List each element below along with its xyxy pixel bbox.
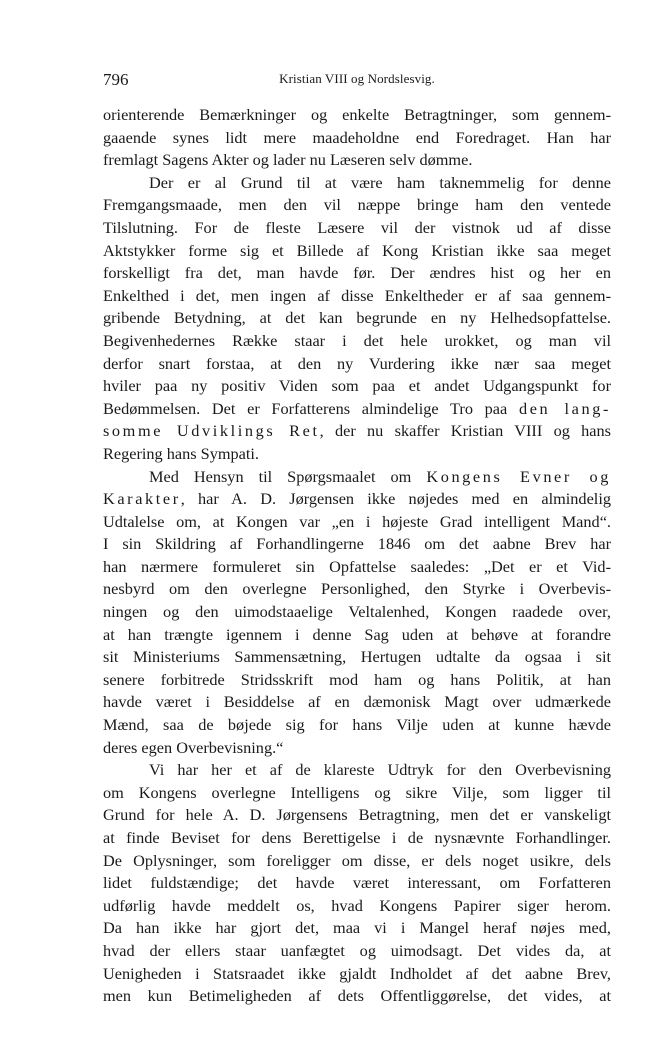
text-line [103,488,611,511]
text-line [103,759,611,782]
text-line [103,624,611,647]
text-segment: Udtalelse om, at Kongen var „en i højeste Grad intelligent Mand“. [103,511,611,531]
text-segment: Tilslutning. For de fleste Læsere vil der vistnok ud af disse [103,217,611,237]
text-line [103,985,611,1008]
text-segment: om Kongens overlegne Intelligens og sikre Vilje, som ligger til [103,782,611,802]
text-segment: hviler paa ny positiv Viden som paa et andet Udgangspunkt for [103,376,611,396]
text-segment: Regering hans Sympati. [103,443,260,463]
text-segment: gribende Betydning, at det kan begrunde en ny Helhedsopfattelse. [103,308,611,328]
text-line [103,917,611,940]
text-segment: senere forbitrede Stridsskrift mod ham og hans Politik, at han [103,669,611,689]
text-line [103,578,611,601]
text-line [103,940,611,963]
text-segment: Begivenhedernes Række staar i det hele urokket, og man vil [103,330,611,350]
text-segment: derfor snart forstaa, at den ny Vurdering ikke nær saa meget [103,353,611,373]
text-segment: Enkelthed i det, men ingen af disse Enkeltheder er af saa gennem- [103,285,611,305]
spaced-emphasis: Kongens Evner og [426,466,611,486]
text-segment: Der er al Grund til at være ham taknemmelig for denne [149,172,611,192]
text-line [103,714,611,737]
text-line [103,646,611,669]
text-segment: udførlig havde meddelt os, hvad Kongens Papirer siger herom. [103,895,611,915]
text-line [103,691,611,714]
text-segment: at finde Beviset for dens Berettigelse i de nysnævnte Forhandlinger. [103,828,611,847]
text-segment: , har A. D. Jørgensen ikke nøjedes med en almindelig [180,489,611,509]
page-header [103,70,611,92]
text-segment: men kun Betimeligheden af dets Offentliggørelse, det vides, at [103,986,611,1006]
text-segment: Med Hensyn til Spørgsmaalet om [149,466,427,486]
page-number: 796 [103,70,129,89]
text-line [103,850,611,873]
text-line [103,511,611,534]
text-line [103,601,611,624]
text-segment: , der nu skaffer Kristian VIII og hans [319,421,611,441]
text-segment: gaaende synes lidt mere maadeholdne end Foredraget. Han har [103,127,611,147]
text-segment: Mænd, saa de bøjede sig for hans Vilje uden at kunne hævde [103,715,611,735]
text-line [103,217,611,240]
text-segment: nesbyrd om den overlegne Personlighed, den Styrke i Overbevis- [103,579,611,599]
text-line [103,804,611,827]
text-line [103,466,611,489]
text-segment: Da han ikke har gjort det, maa vi i Mangel heraf nøjes med, [103,918,611,938]
text-line [103,330,611,353]
text-segment: I sin Skildring af Forhandlingerne 1846 om det aabne Brev har [103,534,611,554]
text-line [103,262,611,285]
text-line [103,443,611,466]
spaced-emphasis: den lang- [518,398,611,418]
text-segment: Bedømmelsen. Det er Forfatterens almindelige Tro paa [103,398,519,418]
text-segment: at han trængte igennem i denne Sag uden at behøve at forandre [103,624,611,644]
text-segment: orienterende Bemærkninger og enkelte Betragtninger, som gennem- [103,105,611,124]
text-line [103,963,611,986]
text-segment: ningen og den uimodstaaelige Veltalenhed, Kongen raadede over, [103,602,611,622]
text-segment: Grund for hele A. D. Jørgensens Betragtning, men det er vanskeligt [103,805,611,825]
text-line [103,104,611,127]
text-line [103,782,611,805]
text-segment: hvad der ellers staar uanfægtet og uimodsagt. Det vides da, at [103,940,611,960]
text-line [103,669,611,692]
text-line [103,240,611,263]
text-segment: Uenigheden i Statsraadet ikke gjaldt Indholdet af det aabne Brev, [103,963,611,983]
text-line [103,872,611,895]
spaced-emphasis: Karakter [103,489,181,509]
text-segment: Fremgangsmaade, men den vil næppe bringe ham den ventede [103,195,611,215]
text-segment: Aktstykker forme sig et Billede af Kong Kristian ikke saa meget [103,240,611,260]
running-title: Kristian VIII og Nordslesvig. [279,71,435,86]
text-segment: han nærmere formuleret sin Opfattelse saaledes: „Det er et Vid- [103,556,611,576]
text-line [103,172,611,195]
text-segment: havde været i Besiddelse af en dæmonisk Magt over udmærkede [103,692,611,712]
text-segment: De Oplysninger, som foreligger om disse, er dels noget usikre, dels [103,850,611,870]
text-line [103,737,611,760]
text-segment: lidet fuldstændige; det havde været interessant, om Forfatteren [103,873,611,893]
spaced-emphasis: somme Udviklings Ret [103,421,320,441]
text-line [103,127,611,150]
text-line [103,194,611,217]
text-line [103,420,611,443]
text-segment: Vi har her et af de klareste Udtryk for den Overbevisning [149,760,611,780]
text-line [103,533,611,556]
text-line [103,353,611,376]
text-segment: sit Ministeriums Sammensætning, Hertugen udtalte da ogsaa i sit [103,647,611,667]
text-line [103,398,611,421]
text-segment: forskelligt fra det, man havde før. Der ændres hist og her en [103,263,611,283]
text-line [103,285,611,308]
text-line [103,307,611,330]
text-line [103,149,611,172]
text-segment: deres egen Overbevisning.“ [103,737,284,757]
text-line [103,375,611,398]
text-line [103,895,611,918]
text-line [103,827,611,850]
text-segment: fremlagt Sagens Akter og lader nu Læseren selv dømme. [103,150,473,170]
text-line [103,556,611,579]
body-text [103,104,611,1008]
